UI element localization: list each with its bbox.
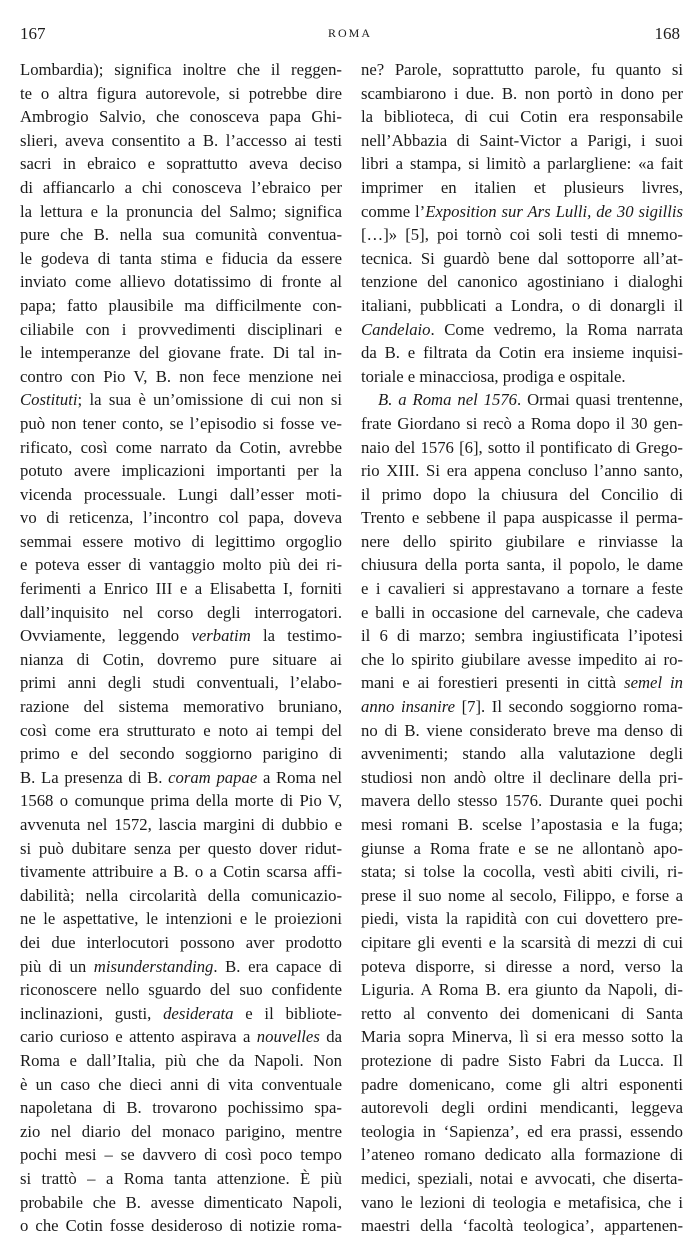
left-line: te o altra figura autorevole, si potrebbe dire	[20, 83, 342, 103]
right-line: giunse a Roma frate e se ne allontanò apo-	[361, 838, 683, 858]
page-number-right: 168	[654, 24, 680, 43]
right-line: autorevoli degli ordini mendicanti, leggeva	[361, 1098, 683, 1118]
left-line: ciliabile con i provvedimenti disciplinari e	[20, 319, 342, 339]
right-line: e i cavalieri si apprestavano a tornare a feste	[361, 579, 683, 599]
right-line: Maria sopra Minerva, lì si era messo sotto la	[361, 1027, 683, 1047]
right-line: nell’Abbazia di Saint-Victor a Parigi, i suoi	[361, 130, 683, 150]
left-line: inclinazioni, gusti, desiderata e il bibliote-	[20, 1003, 342, 1023]
left-line: vicenda processuale. Lungi dall’esser moti-	[20, 484, 342, 504]
left-line: zio nel diario del monaco parigino, mentre	[20, 1121, 342, 1141]
right-line: chiusura della porta santa, il popolo, le dame	[361, 555, 683, 575]
left-line: Costituti; la sua è un’omissione di cui non si	[20, 390, 342, 410]
left-line: nianza di Cotin, dovremo pure situare ai	[20, 649, 342, 669]
left-line: si trattò – a Roma tanta attenzione. È più	[20, 1168, 342, 1188]
left-line: pure che B. nella sua comunità conventua-	[20, 225, 342, 245]
right-line: teologia in ‘Sapienza’, ed era prassi, essendo	[361, 1121, 683, 1141]
left-line: contro con Pio V, B. non fece menzione nei	[20, 366, 342, 386]
left-line: papa; fatto plausibile ma difficilmente con-	[20, 295, 342, 315]
left-line: la lettura e la pronuncia del Salmo; significa	[20, 201, 342, 221]
right-line: da B. e filtrata da Cotin era insieme inquisi-	[361, 343, 683, 363]
right-line: comme l’Exposition sur Ars Lulli, de 30 sigillis	[361, 201, 683, 221]
left-line: così come era strutturato e noto ai tempi del	[20, 720, 342, 740]
left-line: razione del sistema memorativo bruniano,	[20, 697, 342, 717]
left-line: potuto avere implicazioni importanti per la	[20, 461, 342, 481]
left-line: 1568 o comunque prima della morte di Pio V,	[20, 791, 342, 811]
left-line: cario curioso e attento aspirava a nouvelles da	[20, 1027, 342, 1047]
right-line: maestri della ‘facoltà teologica’, appartenen-	[361, 1216, 683, 1236]
left-line: inviato come allievo dotatissimo di fronte al	[20, 272, 342, 292]
right-line: mani e ai forestieri presenti in città semel in	[361, 673, 683, 693]
page-number-left: 167	[20, 24, 46, 43]
text-column-left	[20, 58, 342, 1238]
left-line: o che Cotin fosse desideroso di notizie roma-	[20, 1216, 342, 1236]
left-line: avvenuta nel 1572, lascia margini di dubbio e	[20, 815, 342, 834]
right-line: retto al convento dei domenicani di Santa	[361, 1003, 683, 1023]
left-line: Roma e dall’Italia, più che da Napoli. Non	[20, 1050, 342, 1070]
left-line: sacri in ebraico e soprattutto aveva deciso	[20, 154, 342, 174]
left-line: dall’inquisito nel corso degli interrogatori.	[20, 602, 342, 622]
left-line: più di un misunderstanding. B. era capace di	[20, 956, 342, 976]
right-line: tenzione del canonico agostiniano i dialoghi	[361, 272, 683, 292]
left-line: riconoscere nello sguardo del suo confidente	[20, 980, 342, 1000]
left-line: e poteva esser di vantaggio molto più dei ri-	[20, 555, 342, 575]
right-line: B. a Roma nel 1576. Ormai quasi trentenne,	[378, 390, 683, 410]
left-line: semmai essere motivo di legittimo orgoglio	[20, 531, 342, 551]
right-line: e balli in occasione del carnevale, che cadeva	[361, 602, 683, 622]
left-line: Ovviamente, leggendo verbatim la testimo-	[20, 626, 342, 646]
right-line: nere dello spirito giubilare e rinviasse la	[361, 531, 683, 551]
right-line: frate Giordano si recò a Roma dopo il 30 gen-	[361, 413, 683, 433]
right-line: vano le lezioni di teologia e metafisica, che i	[361, 1192, 683, 1212]
right-line: prese il suo nome al secolo, Filippo, e forse a	[361, 885, 683, 905]
left-line: si può dubitare senza per questo dover ridut-	[20, 838, 342, 858]
right-line: avvenimenti; stando alla valutazione degli	[361, 744, 683, 764]
right-line: no di B. viene considerato breve ma denso di	[361, 720, 683, 740]
right-line: medici, speziali, notai e avvocati, che diserta-	[361, 1168, 683, 1188]
right-line: mesi romani B. scelse l’apostasia e la fuga;	[361, 815, 683, 834]
left-line: le godeva di tanta stima e fiducia da essere	[20, 248, 342, 268]
right-line: protezione di padre Sisto Fabri da Lucca. Il	[361, 1050, 683, 1070]
right-line: piedi, vista la rapidità con cui dovettero pre-	[361, 909, 683, 929]
right-line: il primo dopo la chiusura del Concilio di	[361, 484, 683, 504]
right-line: anno insanire [7]. Il secondo soggiorno roma-	[361, 697, 683, 717]
left-line: tivamente attribuire a B. o a Cotin scarsa affi-	[20, 862, 342, 882]
right-line: l’ateneo romano dedicato alla formazione di	[361, 1145, 683, 1165]
right-line: che lo spirito giubilare avesse impedito ai ro-	[361, 649, 683, 669]
left-line: primi anni degli studi conventuali, l’elabo-	[20, 673, 342, 693]
left-line: le intemperanze del giovane frate. Di tal in-	[20, 343, 342, 363]
left-line: può non tener conto, se l’episodio si fosse ve-	[20, 413, 342, 433]
left-line: napoletana di B. trovarono pochissimo spa-	[20, 1098, 342, 1118]
left-line: vo di reticenza, l’incontro col papa, doveva	[20, 508, 342, 528]
left-line: Ambrogio Salvio, che conosceva papa Ghi-	[20, 107, 342, 127]
left-line: dabilità; nella circolarità della comunicazio-	[20, 885, 342, 905]
right-line: ne? Parole, soprattutto parole, fu quanto si	[361, 60, 683, 79]
left-line: pochi mesi – se davvero di così poco tempo	[20, 1145, 342, 1165]
left-line: ne le aspettative, le intenzioni e le proiezioni	[20, 909, 342, 929]
left-line: B. La presenza di B. coram papae a Roma nel	[20, 767, 342, 787]
left-line: Lombardia); significa inoltre che il reggen-	[20, 60, 342, 79]
right-line: Liguria. A Roma B. era giunto da Napoli, di-	[361, 980, 683, 1000]
right-line: scambiarono i due. B. non portò in dono per	[361, 83, 683, 103]
left-line: primo e del secondo soggiorno parigino di	[20, 744, 342, 764]
page-header	[20, 24, 680, 48]
text-column-right	[361, 58, 683, 1238]
left-line: slieri, aveva consentito a B. l’accesso ai testi	[20, 130, 342, 150]
left-line: è un caso che dieci anni di vita conventuale	[20, 1074, 342, 1094]
right-line: padre domenicano, come gli altri esponenti	[361, 1074, 683, 1094]
right-line: Trento e sebbene il papa auspicasse il perma-	[361, 508, 683, 528]
right-line: stata; si tolse la cocolla, vestì abiti civili, ri-	[361, 862, 683, 882]
left-line: ferimenti a Enrico III e a Elisabetta I, forniti	[20, 579, 342, 599]
right-line: naio del 1576 [6], sotto il pontificato di Grego-	[361, 437, 683, 457]
right-line: Candelaio. Come vedremo, la Roma narrata	[361, 319, 683, 339]
right-line: rio XIII. Si era appena concluso l’anno santo,	[361, 461, 683, 481]
left-line: rificato, così come narrato da Cotin, avrebbe	[20, 437, 342, 457]
right-line: cipitare gli eventi e la scarsità di mezzi di cui	[361, 932, 683, 952]
right-line: mavera dello stesso 1576. Durante quei pochi	[361, 791, 683, 811]
right-line: […]» [5], poi tornò coi soli testi di mnemo-	[361, 225, 683, 245]
right-line: tecnica. Si guardò bene dal sottoporre all’at-	[361, 248, 683, 268]
right-line: studiosi non andò oltre il declinare della pri-	[361, 767, 683, 787]
right-line: italiani, pubblicati a Londra, o di donargli il	[361, 295, 683, 315]
right-line: poteva disporre, si diresse a nord, verso la	[361, 956, 683, 976]
right-line: toriale e minacciosa, prodiga e ospitale.	[361, 366, 626, 386]
running-title: ROMA	[327, 26, 372, 40]
right-line: libri a stampa, si limitò a parlargliene: «a fait	[361, 154, 683, 174]
left-line: dei due interlocutori possono aver prodotto	[20, 932, 342, 952]
right-line: la biblioteca, di cui Cotin era responsabile	[361, 107, 683, 127]
left-line: probabile che B. avesse dimenticato Napoli,	[20, 1192, 342, 1212]
right-line: il 6 di marzo; sembra ingiustificata l’ipotesi	[361, 626, 683, 646]
left-line: di affiancarlo a chi conosceva l’ebraico per	[20, 177, 342, 197]
right-line: imprimer en italien et plusieurs livres,	[361, 177, 683, 197]
